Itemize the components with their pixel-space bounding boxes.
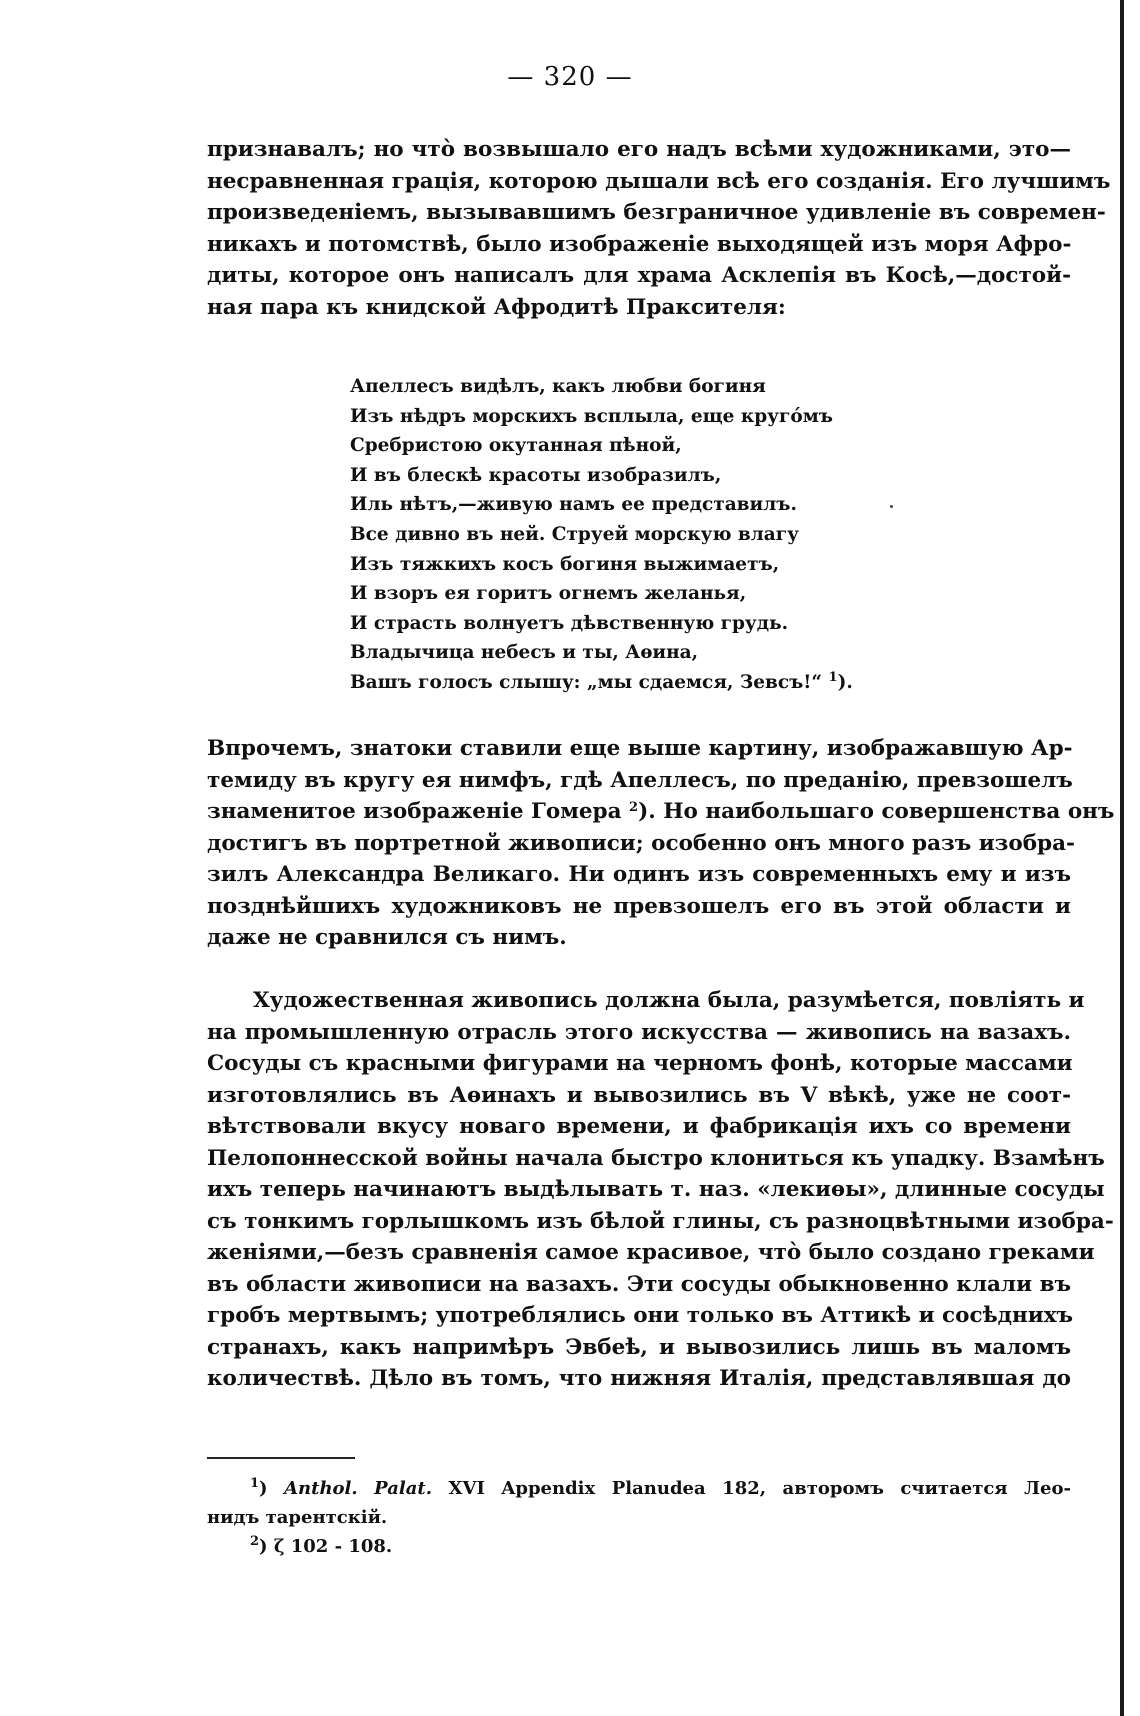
- footnote-1-number: 1: [250, 1476, 260, 1491]
- text-line: гробъ мертвымъ; употреблялись они только въ Аттикѣ и сосѣднихъ: [207, 1303, 1074, 1328]
- text-segment: знаменитое изображеніе Гомера: [207, 799, 622, 824]
- text-line: [207, 796, 1115, 828]
- text-line: странахъ, какъ напримѣръ Эвбеѣ, и вывозились лишь въ маломъ: [207, 1334, 1071, 1360]
- poem-quotation: [350, 372, 853, 698]
- footnote-1-text: XVI Appendix Planudea 182, авторомъ считается Лео-: [431, 1478, 1071, 1499]
- text-line: достигъ въ портретной живописи; особенно онъ много разъ изобра-: [207, 830, 1075, 856]
- text-line: признавалъ; но что̀ возвышало его надъ всѣми художниками, это—: [207, 137, 1071, 162]
- footnotes: [207, 1474, 1071, 1561]
- poem-line: Изъ тяжкихъ косъ богиня выжимаетъ,: [350, 553, 780, 575]
- footnote-ref-2: 2: [629, 800, 639, 815]
- text-line: Сосуды съ красными фигурами на черномъ фонѣ, которые массами: [207, 1051, 1073, 1076]
- text-line: зилъ Александра Великаго. Ни одинъ изъ современныхъ ему и изъ: [207, 862, 1071, 887]
- footnote-2-text: ) ζ 102 - 108.: [259, 1536, 393, 1557]
- text-line: даже не сравнился съ нимъ.: [207, 925, 567, 950]
- poem-line: Изъ нѣдръ морскихъ всплыла, еще кругóмъ: [350, 405, 833, 427]
- text-line: несравненная грація, которою дышали всѣ его созданія. Его лучшимъ: [207, 168, 1111, 194]
- text-line: Впрочемъ, знатоки ставили еще выше картину, изображавшую Ар-: [207, 736, 1073, 761]
- footnote-1-source: Anthol. Palat.: [284, 1478, 432, 1499]
- footnote-rule: [207, 1457, 355, 1459]
- text-segment: ). Но наибольшаго совершенства онъ: [638, 799, 1115, 824]
- text-line: на промышленную отрасль этого искусства — живопись на вазахъ.: [207, 1019, 1071, 1045]
- text-line: диты, которое онъ написалъ для храма Асклепія въ Косѣ,—достой-: [207, 263, 1071, 288]
- footnote-1: $^1$) Anthol. Palat. XVI Appendix Planudea 182, авторомъ считается Лео-: [250, 1476, 1071, 1499]
- poem-line: И страсть волнуетъ дѣвственную грудь.: [350, 612, 789, 634]
- footnote-2: [250, 1532, 1071, 1561]
- print-speck: [890, 505, 893, 508]
- text-line: позднѣйшихъ художниковъ не превзошелъ его въ этой области и: [207, 893, 1071, 919]
- footnote-ref-1: 1: [828, 669, 838, 685]
- text-line: ихъ теперь начинаютъ выдѣлывать т. наз. «лекиѳы», длинные сосуды: [207, 1177, 1105, 1202]
- poem-last-text: Вашъ голосъ слышу: „мы сдаемся, Зевсъ!“: [350, 671, 823, 693]
- text-line: женіями,—безъ сравненія самое красивое, что̀ было создано греками: [207, 1240, 1095, 1265]
- paragraph-3: [207, 985, 1114, 1395]
- footnote-2-number: 2: [250, 1534, 260, 1549]
- text-line: вѣтствовали вкусу новаго времени, и фабрикація ихъ со времени: [207, 1114, 1071, 1139]
- poem-line: И взоръ ея горитъ огнемъ желанья,: [350, 583, 747, 605]
- text-line: Пелопоннесской войны начала быстро клониться къ упадку. Взамѣнъ: [207, 1145, 1105, 1171]
- text-line: въ области живописи на вазахъ. Эти сосуды обыкновенно клали въ: [207, 1271, 1071, 1297]
- poem-line: Владычица небесъ и ты, Аѳина,: [350, 642, 699, 664]
- text-line: количествѣ. Дѣло въ томъ, что нижняя Италія, представлявшая до: [207, 1366, 1071, 1391]
- poem-line: Все дивно въ ней. Струей морскую влагу: [350, 523, 799, 545]
- footnote-1-continuation: нидъ тарентскій.: [207, 1507, 388, 1528]
- page-number: — 320 —: [507, 62, 633, 92]
- paragraph-1: [207, 134, 1111, 323]
- paragraph-2: [207, 733, 1115, 954]
- text-line: произведеніемъ, вызывавшимъ безграничное удивленіе въ современ-: [207, 200, 1106, 225]
- poem-tail: ).: [837, 671, 853, 693]
- text-line: Художественная живопись должна была, разумѣется, повліять и: [253, 988, 1085, 1013]
- text-line: темиду въ кругу ея нимфъ, гдѣ Апеллесъ, по преданію, превзошелъ: [207, 767, 1073, 793]
- text-line: ная пара къ книдской Афродитѣ Праксителя:: [207, 294, 786, 320]
- poem-line: Сребристою окутанная пѣной,: [350, 435, 682, 457]
- text-line: никахъ и потомствѣ, было изображеніе выходящей изъ моря Афро-: [207, 231, 1072, 257]
- text-line: съ тонкимъ горлышкомъ изъ бѣлой глины, съ разноцвѣтными изобра-: [207, 1208, 1114, 1234]
- poem-line: И въ блескѣ красоты изобразилъ,: [350, 464, 722, 486]
- poem-line: Иль нѣтъ,—живую намъ ее представилъ.: [350, 494, 797, 516]
- poem-line: Апеллесъ видѣлъ, какъ любви богиня: [350, 376, 766, 397]
- poem-line: [350, 668, 853, 698]
- text-line: изготовлялись въ Аѳинахъ и вывозились въ V вѣкѣ, уже не соот-: [207, 1082, 1071, 1108]
- page-edge-border: [1120, 0, 1124, 1716]
